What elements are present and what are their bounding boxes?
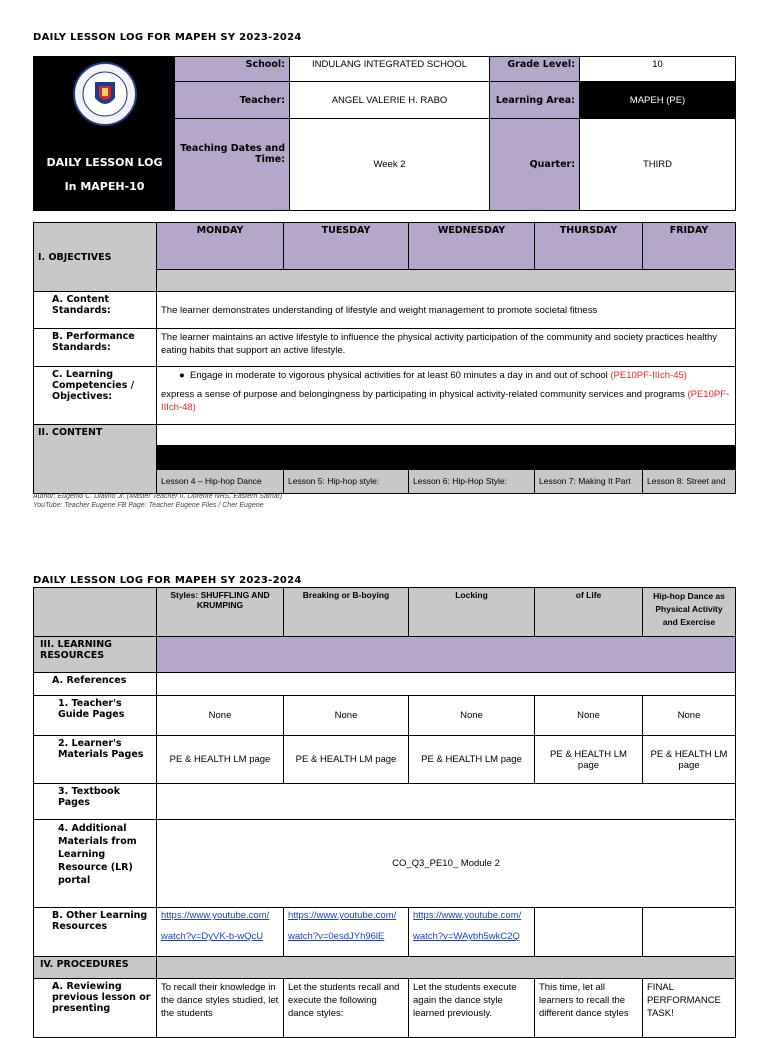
day-header: FRIDAY: [643, 223, 736, 270]
grade-value: 10: [580, 57, 736, 82]
day-header: TUESDAY: [284, 223, 409, 270]
resource-link-cell: [409, 908, 535, 957]
content-standards-label: A. Content Standards:: [34, 292, 157, 329]
lesson-title: Lesson 8: Street and: [643, 469, 736, 494]
lesson-title: Lesson 7: Making It Part: [535, 469, 643, 494]
references-label: A. References: [34, 673, 157, 696]
day-header: MONDAY: [157, 223, 284, 270]
resource-link-cell: [157, 908, 284, 957]
competency-code: (PE10PF-IIIch-45): [610, 369, 687, 381]
objectives-table: [33, 222, 736, 494]
lesson-title-cont: Locking: [409, 588, 535, 637]
resource-link[interactable]: https://www.youtube.com/: [161, 910, 270, 921]
competency-2: express a sense of purpose and belongingness by participating in physical activity-related community services and programs: [161, 388, 685, 400]
performance-standards-text: The learner maintains an active lifestyle to influence the physical activity participation of the community and society practices healthy eating habits that support an active lifestyle.: [157, 328, 736, 366]
textbook-blank: [157, 784, 736, 820]
lesson-title-cont: Hip-hop Dance as Physical Activity and Exercise: [643, 588, 736, 637]
teacher-value: ANGEL VALERIE H. RABO: [290, 82, 490, 119]
tg-value: None: [643, 696, 736, 736]
resource-link[interactable]: https://www.youtube.com/: [413, 910, 522, 921]
resource-blank: [535, 908, 643, 957]
review-text: This time, let all learners to recall the different dance styles: [535, 979, 643, 1038]
procedures-heading: IV. PROCEDURES: [34, 957, 157, 979]
learning-area-value: MAPEH (PE): [580, 82, 736, 119]
textbook-pages-label: 3. Textbook Pages: [34, 784, 157, 820]
review-text: Let the students execute again the dance style learned previously.: [409, 979, 535, 1038]
page-title: DAILY LESSON LOG FOR MAPEH SY 2023-2024: [33, 575, 302, 586]
tg-value: None: [535, 696, 643, 736]
additional-materials-label: 4. Additional Materials from Learning Resource (LR) portal: [34, 820, 157, 908]
objectives-heading: I. OBJECTIVES: [34, 223, 157, 292]
resource-link[interactable]: watch?v=DyVK-b-wQcU: [161, 931, 264, 942]
lm-value: PE & HEALTH LM page: [284, 736, 409, 784]
tg-value: None: [409, 696, 535, 736]
review-label: A. Reviewing previous lesson or presenting: [34, 979, 157, 1038]
blank-label-cell: [34, 588, 157, 637]
lesson-title: Lesson 6: Hip-Hop Style:: [409, 469, 535, 494]
resources-table: [33, 587, 736, 1038]
lesson-title-cont: Breaking or B-boying: [284, 588, 409, 637]
teaching-dates-label: Teaching Dates and Time:: [175, 119, 290, 211]
lesson-title-cont: of Life: [535, 588, 643, 637]
teachers-guide-label: 1. Teacher's Guide Pages: [34, 696, 157, 736]
resource-link[interactable]: watch?v=WAybh5wkC2Q: [413, 931, 520, 942]
learning-area-label: Learning Area:: [490, 82, 580, 119]
content-heading: II. CONTENT: [34, 424, 157, 493]
day-header: WEDNESDAY: [409, 223, 535, 270]
competencies-label: C. Learning Competencies / Objectives:: [34, 366, 157, 424]
resource-link[interactable]: https://www.youtube.com/: [288, 910, 397, 921]
dll-caption: DAILY LESSON LOG: [46, 156, 163, 169]
lm-value: PE & HEALTH LM page: [535, 736, 643, 784]
lm-value: PE & HEALTH LM page: [409, 736, 535, 784]
review-text: To recall their knowledge in the dance styles studied, let the students: [157, 979, 284, 1038]
content-blank: [157, 424, 736, 445]
competency-code: (PE10PF-IIIch-48): [161, 388, 730, 413]
learners-materials-label: 2. Learner's Materials Pages: [34, 736, 157, 784]
additional-materials-value: CO_Q3_PE10_ Module 2: [157, 820, 736, 908]
quarter-label: Quarter:: [490, 119, 580, 211]
review-text: Let the students recall and execute the following dance styles:: [284, 979, 409, 1038]
resource-link-cell: [284, 908, 409, 957]
teacher-label: Teacher:: [175, 82, 290, 119]
author-social: YouTube: Teacher Eugene FB Page: Teacher Eugene Files / Cher Eugene: [33, 502, 264, 509]
procedures-band: [157, 957, 736, 979]
bullet-icon: ●: [179, 369, 185, 381]
deped-logo-cell: [34, 57, 175, 211]
other-resources-label: B. Other Learning Resources: [34, 908, 157, 957]
performance-standards-label: B. Performance Standards:: [34, 328, 157, 366]
school-label: School:: [175, 57, 290, 82]
review-text: FINAL PERFORMANCE TASK!: [643, 979, 736, 1038]
learning-resources-heading: III. LEARNING RESOURCES: [34, 637, 157, 673]
references-blank: [157, 673, 736, 696]
quarter-value: THIRD: [580, 119, 736, 211]
content-black-band: [157, 446, 736, 469]
objectives-spacer: [157, 269, 736, 291]
competency-1: Engage in moderate to vigorous physical activities for at least 60 minutes a day in and out of school: [190, 369, 608, 381]
lm-value: PE & HEALTH LM page: [157, 736, 284, 784]
content-standards-text: The learner demonstrates understanding of lifestyle and weight management to promote societal fitness: [157, 292, 736, 329]
header-table: [33, 56, 736, 211]
competencies-cell: [157, 366, 736, 424]
resource-link[interactable]: watch?v=0esdJYh96lE: [288, 931, 385, 942]
resource-blank: [643, 908, 736, 957]
tg-value: None: [284, 696, 409, 736]
tg-value: None: [157, 696, 284, 736]
school-value: INDULANG INTEGRATED SCHOOL: [290, 57, 490, 82]
lesson-title: Lesson 4 – Hip-hop Dance: [157, 469, 284, 494]
resources-band: [157, 637, 736, 673]
author-credit: Author: Eugenio C. Dialino Jr. (Master Teacher II, Llorente NHS, Eastern Samar): [33, 493, 283, 500]
lm-value: PE & HEALTH LM page: [643, 736, 736, 784]
page-title: DAILY LESSON LOG FOR MAPEH SY 2023-2024: [33, 32, 302, 43]
day-header: THURSDAY: [535, 223, 643, 270]
lesson-title-cont: Styles: SHUFFLING AND KRUMPING: [157, 588, 284, 637]
deped-seal-icon: [70, 60, 140, 128]
teaching-dates-value: Week 2: [290, 119, 490, 211]
dll-caption-subject: In MAPEH-10: [64, 180, 145, 193]
grade-label: Grade Level:: [490, 57, 580, 82]
lesson-title: Lesson 5: Hip-hop style:: [284, 469, 409, 494]
